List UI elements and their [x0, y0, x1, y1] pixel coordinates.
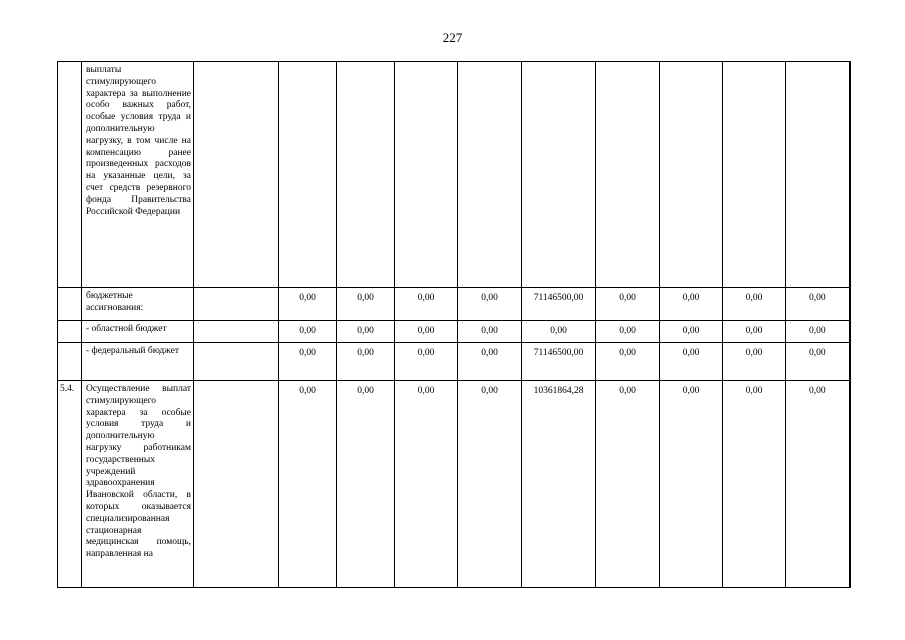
row-index: 5.4. — [58, 381, 82, 588]
value-cell: 0,00 — [337, 381, 395, 588]
value-cell: 0,00 — [660, 288, 723, 321]
value-cell: 0,00 — [596, 321, 660, 343]
value-cell: 0,00 — [786, 381, 850, 588]
value-cell — [786, 62, 850, 288]
row-col2 — [194, 381, 279, 588]
table-row — [58, 62, 850, 288]
row-description: - федеральный бюджет — [82, 343, 194, 381]
value-cell: 0,00 — [786, 321, 850, 343]
value-cell — [522, 62, 596, 288]
row-index — [58, 288, 82, 321]
value-cell: 10361864,28 — [522, 381, 596, 588]
value-cell: 71146500,00 — [522, 343, 596, 381]
value-cell: 0,00 — [337, 288, 395, 321]
row-description: - областной бюджет — [82, 321, 194, 343]
value-cell: 0,00 — [337, 343, 395, 381]
value-cell: 0,00 — [279, 381, 337, 588]
page-number: 227 — [442, 30, 463, 45]
value-cell: 0,00 — [786, 343, 850, 381]
value-cell: 0,00 — [458, 381, 522, 588]
value-cell: 0,00 — [395, 288, 458, 321]
value-cell — [337, 62, 395, 288]
value-cell: 0,00 — [395, 381, 458, 588]
value-cell: 0,00 — [279, 321, 337, 343]
table-row — [58, 288, 850, 321]
row-description: Осуществление выплат стимулирующего характера за особые условия труда и дополнительную нагрузку работникам государственных учреждений здравоохранения Ивановской области, в которых оказывается специализированная стационарная медицинская помощь, направленная на — [82, 381, 194, 588]
value-cell: 0,00 — [279, 343, 337, 381]
row-description: выплаты стимулирующего характера за выполнение особо важных работ, особые условия труда и дополнительную нагрузку, в том числе на компенсацию ранее произведенных расходов на указанные цели, за счет средств резервного фонда Правительства Российской Федерации — [82, 62, 194, 288]
value-cell: 0,00 — [660, 343, 723, 381]
budget-table — [57, 61, 851, 588]
row-index — [58, 321, 82, 343]
value-cell — [458, 62, 522, 288]
value-cell: 0,00 — [337, 321, 395, 343]
value-cell: 0,00 — [723, 343, 786, 381]
row-index — [58, 343, 82, 381]
row-col2 — [194, 321, 279, 343]
value-cell: 0,00 — [395, 321, 458, 343]
value-cell: 0,00 — [596, 288, 660, 321]
value-cell: 0,00 — [723, 381, 786, 588]
row-col2 — [194, 343, 279, 381]
value-cell: 0,00 — [596, 381, 660, 588]
value-cell: 0,00 — [723, 288, 786, 321]
value-cell: 0,00 — [458, 343, 522, 381]
value-cell — [395, 62, 458, 288]
row-col2 — [194, 288, 279, 321]
value-cell: 0,00 — [522, 321, 596, 343]
value-cell — [660, 62, 723, 288]
value-cell: 0,00 — [458, 321, 522, 343]
table-row — [58, 321, 850, 343]
value-cell — [596, 62, 660, 288]
value-cell: 0,00 — [660, 321, 723, 343]
value-cell: 0,00 — [395, 343, 458, 381]
value-cell: 0,00 — [660, 381, 723, 588]
value-cell — [723, 62, 786, 288]
value-cell: 0,00 — [279, 288, 337, 321]
value-cell: 0,00 — [786, 288, 850, 321]
value-cell: 0,00 — [596, 343, 660, 381]
value-cell: 71146500,00 — [522, 288, 596, 321]
table-row — [58, 343, 850, 381]
table-row — [58, 381, 850, 588]
value-cell: 0,00 — [458, 288, 522, 321]
row-col2 — [194, 62, 279, 288]
row-description: бюджетные ассигнования: — [82, 288, 194, 321]
row-index — [58, 62, 82, 288]
value-cell — [279, 62, 337, 288]
value-cell: 0,00 — [723, 321, 786, 343]
